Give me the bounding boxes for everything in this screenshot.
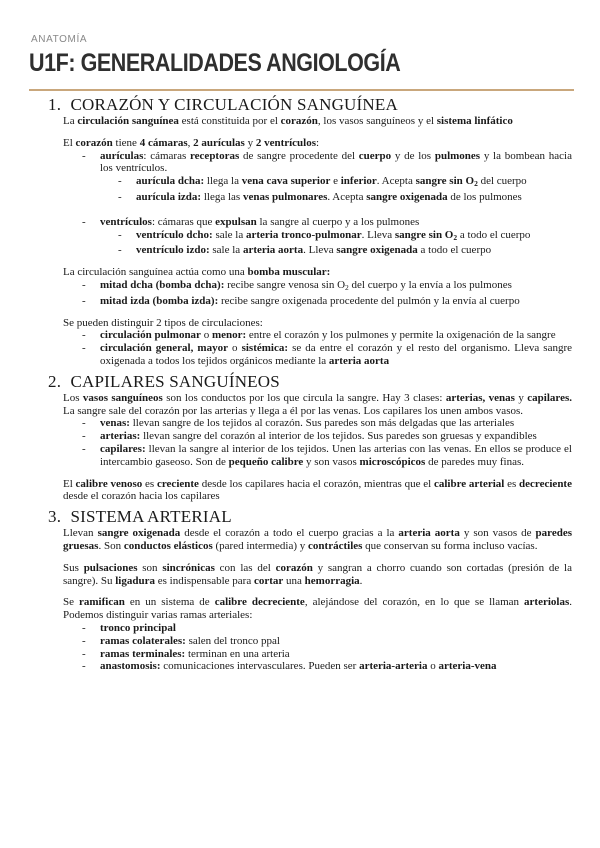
list-item: - aurículas: cámaras receptoras de sangre procedente del cuerpo y de los pulmones y la bombean hacia los ventrículos. xyxy=(0,150,600,176)
list xyxy=(0,150,600,258)
paragraph: La circulación sanguínea actúa como una bomba muscular: xyxy=(63,266,331,279)
section-heading: 1. CORAZÓN Y CIRCULACIÓN SANGUÍNEA xyxy=(48,95,398,114)
list-item: - mitad dcha (bomba dcha): recibe sangre venosa $\sin O_2$ del cuerpo y la envía a los pulmones xyxy=(0,279,600,295)
section-heading: 3. SISTEMA ARTERIAL xyxy=(48,507,232,527)
paragraph: El calibre venoso es creciente desde los capilares hacia el corazón, mientras que el calibre arterial es decreciente desde el corazón hacia los capilares xyxy=(63,477,572,503)
list-item: - aurícula dcha: llega la vena cava superior e inferior. Acepta sangre $\sin O_2$ del cuerpo xyxy=(0,175,600,191)
list-item: - tronco principal xyxy=(0,622,600,635)
paragraph: Se pueden distinguir 2 tipos de circulaciones: xyxy=(63,316,263,329)
list-item: - circulación general, mayor o sistémica: se da entre el corazón y el resto del organismo. Lleva sangre oxigenada a todos los tejidos orgánicos mediante la arteria aorta xyxy=(0,342,600,368)
paragraph: Llevan sangre oxigenada desde el corazón a todo el cuerpo gracias a la arteria aorta y son vasos de paredes gruesas. Son conductos elásticos (pared intermedia) y contráctiles que conservan su forma incluso vacías. xyxy=(63,527,572,552)
list-item: - circulación pulmonar o menor: entre el corazón y los pulmones y permite la oxigenación de la sangre xyxy=(0,329,600,342)
section-corazon xyxy=(0,95,600,368)
list-item: - venas: llevan sangre de los tejidos al corazón. Sus paredes son más delgadas que las arteriales xyxy=(0,417,600,430)
list xyxy=(0,622,600,673)
list-item: - anastomosis: comunicaciones intervasculares. Pueden ser arteria-arteria o arteria-vena xyxy=(0,660,600,673)
paragraph: Los vasos sanguíneos son los conductos por los que circula la sangre. Hay 3 clases: arterias, venas y capilares. La sangre sale del corazón por las arterias y llega a él por las venas. Los capilares los unen ambos vasos. xyxy=(63,391,572,417)
paragraph: Se ramifican en un sistema de calibre decreciente, alejándose del corazón, en lo que se llaman arteriolas. Podemos distinguir varias ramas arteriales: xyxy=(63,596,572,622)
title-divider xyxy=(29,89,574,91)
list-item: - mitad izda (bomba izda): recibe sangre oxigenada procedente del pulmón y la envía al cuerpo xyxy=(0,295,600,308)
list-item: - ventrículo dcho: sale la arteria tronco-pulmonar. Lleva sangre $\sin O_2$ a todo el cuerpo xyxy=(0,229,600,245)
list xyxy=(0,279,600,308)
paragraph: La circulación sanguínea está constituida por el corazón, los vasos sanguíneos y el sistema linfático xyxy=(63,115,513,127)
list xyxy=(0,329,600,367)
paragraph: Sus pulsaciones son sincrónicas con las del corazón y sangran a chorro cuando son cortadas (presión de la sangre). Su ligadura es indispensable para cortar una hemorragia. xyxy=(63,561,572,587)
list xyxy=(0,417,600,468)
list-item: - ramas terminales: terminan en una arteria xyxy=(0,648,600,661)
list-item: - ramas colaterales: salen del tronco ppal xyxy=(0,635,600,648)
list-item: - arterias: llevan sangre del corazón al interior de los tejidos. Sus paredes son gruesas y expandibles xyxy=(0,430,600,443)
subject-label: ANATOMÍA xyxy=(31,34,88,45)
section-capilares xyxy=(0,372,600,503)
paragraph: El corazón tiene 4 cámaras, 2 aurículas y 2 ventrículos: xyxy=(63,136,320,149)
section-heading: 2. CAPILARES SANGUÍNEOS xyxy=(48,371,280,391)
list-item: - ventrículo izdo: sale la arteria aorta. Lleva sangre oxigenada a todo el cuerpo xyxy=(0,244,600,257)
list-item: - ventrículos: cámaras que expulsan la sangre al cuerpo y a los pulmones xyxy=(0,216,600,229)
document-body xyxy=(0,95,600,673)
list-item: - aurícula izda: llega las venas pulmonares. Acepta sangre oxigenada de los pulmones xyxy=(0,191,600,204)
section-sistema-arterial xyxy=(0,507,600,673)
list-item: - capilares: llevan la sangre al interior de los tejidos. Unen las arterias con las venas. En ellos se produce el intercambio gaseoso. Son de pequeño calibre y son vasos microscópicos de paredes muy finas. xyxy=(0,443,600,469)
page-title: U1F: GENERALIDADES ANGIOLOGÍA xyxy=(29,49,401,77)
